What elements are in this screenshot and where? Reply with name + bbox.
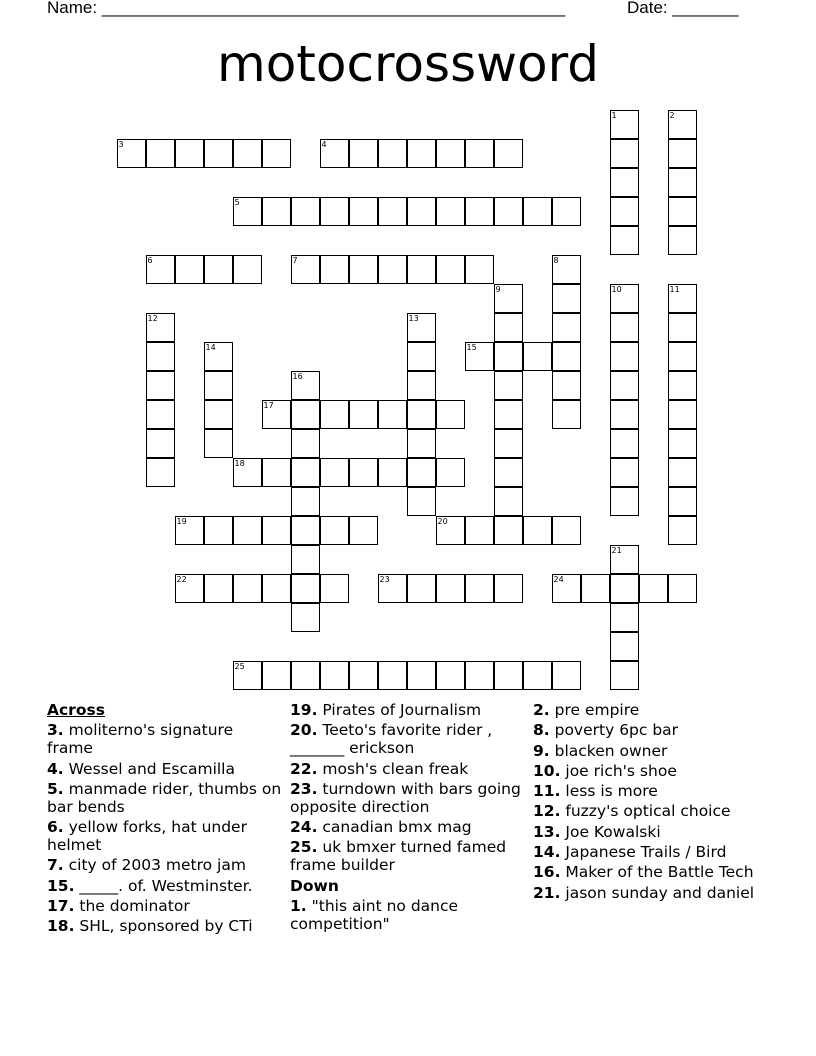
clue-item [47,877,282,895]
crossword-cell[interactable] [378,400,407,429]
crossword-cell[interactable] [175,574,204,603]
clue-text: Joe Kowalski [560,822,661,841]
date-line[interactable]: _______ [672,0,739,17]
crossword-cell[interactable] [378,197,407,226]
crossword-cell[interactable] [291,661,320,690]
crossword-cell[interactable] [552,371,581,400]
cell-number: 7 [292,255,298,265]
cell-number: 3 [118,139,124,149]
cell-number: 18 [234,458,245,468]
crossword-cell[interactable] [465,342,494,371]
crossword-cell[interactable] [610,632,639,661]
clue-text: moliterno's signature frame [47,721,234,758]
crossword-cell[interactable] [668,400,697,429]
crossword-cell[interactable] [349,400,378,429]
clue-number: 18. [47,917,75,936]
crossword-cell[interactable] [552,197,581,226]
date-label: Date: [627,0,668,17]
clue-number: 17. [47,897,75,916]
crossword-cell[interactable] [291,545,320,574]
clue-number: 1. [290,897,307,916]
crossword-cell[interactable] [610,545,639,574]
down-clue-list-continued [533,701,768,902]
crossword-cell[interactable] [668,574,697,603]
crossword-cell[interactable] [552,516,581,545]
crossword-cell[interactable] [465,516,494,545]
clue-item [533,843,768,861]
crossword-cell[interactable] [465,661,494,690]
crossword-cell[interactable] [610,603,639,632]
crossword-cell[interactable] [610,429,639,458]
cell-number: 4 [321,139,327,149]
clue-text: Maker of the Battle Tech [560,863,754,882]
clue-item [47,818,282,854]
crossword-cell[interactable] [436,458,465,487]
crossword-cell[interactable] [494,342,523,371]
crossword-cell[interactable] [668,197,697,226]
crossword-cell[interactable] [291,603,320,632]
clue-text: blacken owner [549,741,668,760]
clue-item [533,742,768,760]
crossword-cell[interactable] [233,661,262,690]
crossword-cell[interactable] [465,255,494,284]
clue-text: joe rich's shoe [560,761,677,780]
crossword-cell[interactable] [233,197,262,226]
crossword-cell[interactable] [610,458,639,487]
crossword-cell[interactable] [378,574,407,603]
cell-number: 1 [611,110,617,120]
cell-number: 25 [234,661,245,671]
name-label: Name: [47,0,98,17]
crossword-cell[interactable] [320,661,349,690]
clue-item [290,780,525,816]
cell-number: 17 [263,400,274,410]
clue-item [290,897,525,933]
crossword-cell[interactable] [610,313,639,342]
crossword-cell[interactable] [204,371,233,400]
crossword-cell[interactable] [407,400,436,429]
crossword-cell[interactable] [146,458,175,487]
clue-number: 4. [47,759,64,778]
crossword-cell[interactable] [436,139,465,168]
cell-number: 8 [553,255,559,265]
clue-number: 19. [290,701,318,719]
crossword-cell[interactable] [204,429,233,458]
crossword-cell[interactable] [320,458,349,487]
cell-number: 16 [292,371,303,381]
crossword-cell[interactable] [378,458,407,487]
cell-number: 23 [379,574,390,584]
crossword-cell[interactable] [494,313,523,342]
clue-item [47,917,282,935]
crossword-cell[interactable] [610,487,639,516]
crossword-cell[interactable] [407,197,436,226]
clue-item [533,782,768,800]
crossword-cell[interactable] [523,516,552,545]
crossword-cell[interactable] [610,400,639,429]
clue-text: manmade rider, thumbs on bar bends [47,779,282,816]
clue-number: 14. [533,843,561,862]
down-heading: Down [290,876,339,895]
cell-number: 5 [234,197,240,207]
crossword-cell[interactable] [436,574,465,603]
clue-item [533,823,768,841]
crossword-cell[interactable] [494,458,523,487]
cell-number: 10 [611,284,622,294]
clue-number: 5. [47,779,64,798]
clue-item [290,838,525,874]
clue-item [47,897,282,915]
clue-text: Wessel and Escamilla [63,759,235,778]
cell-number: 24 [553,574,564,584]
crossword-cell[interactable] [552,342,581,371]
crossword-cell[interactable] [291,487,320,516]
crossword-cell[interactable] [552,313,581,342]
clue-text: pre empire [549,701,640,719]
clue-number: 12. [533,802,561,821]
crossword-cell[interactable] [204,400,233,429]
clue-item [533,884,768,902]
crossword-cell[interactable] [465,197,494,226]
crossword-cell[interactable] [610,342,639,371]
clue-text: fuzzy's optical choice [560,802,731,821]
crossword-cell[interactable] [291,255,320,284]
crossword-cell[interactable] [436,661,465,690]
across-clue-list-continued [290,701,525,874]
clue-text: Teeto's favorite rider , _______ erickson [290,721,493,758]
clue-text: poverty 6pc bar [549,721,679,740]
crossword-cell[interactable] [262,661,291,690]
crossword-cell[interactable] [494,139,523,168]
clues-column-1 [47,701,282,938]
crossword-cell[interactable] [668,487,697,516]
clue-number: 16. [533,863,561,882]
crossword-cell[interactable] [668,139,697,168]
cell-number: 22 [176,574,187,584]
crossword-cell[interactable] [407,574,436,603]
clue-item [533,701,768,719]
crossword-cell[interactable] [465,139,494,168]
crossword-cell[interactable] [407,429,436,458]
crossword-cell[interactable] [668,110,697,139]
cell-number: 21 [611,545,622,555]
cell-number: 6 [147,255,153,265]
crossword-cell[interactable] [668,516,697,545]
crossword-cell[interactable] [407,139,436,168]
down-clue-list [290,897,525,933]
crossword-cell[interactable] [320,400,349,429]
crossword-cell[interactable] [610,371,639,400]
cell-number: 11 [669,284,680,294]
clue-text: jason sunday and daniel [560,883,755,902]
crossword-cell[interactable] [610,284,639,313]
crossword-cell[interactable] [523,661,552,690]
crossword-cell[interactable] [146,255,175,284]
clue-text: uk bmxer turned famed frame builder [290,838,507,875]
crossword-cell[interactable] [378,661,407,690]
clue-item [290,760,525,778]
clue-text: canadian bmx mag [317,818,472,837]
page-title: motocrossword [216,35,600,93]
crossword-cell[interactable] [552,574,581,603]
crossword-cell[interactable] [523,342,552,371]
clues-column-3 [533,701,768,904]
crossword-cell[interactable] [320,255,349,284]
crossword-cell[interactable] [407,487,436,516]
crossword-cell[interactable] [494,516,523,545]
clue-text: less is more [560,782,658,801]
clue-text: Japanese Trails / Bird [560,843,727,862]
crossword-cell[interactable] [407,371,436,400]
crossword-cell[interactable] [407,342,436,371]
crossword-cell[interactable] [610,110,639,139]
clue-text: the dominator [74,897,190,916]
clue-text: _____. of. Westminster. [74,876,253,895]
crossword-cell[interactable] [668,284,697,313]
clues-column-2 [290,701,525,935]
cell-number: 15 [466,342,477,352]
crossword-cell[interactable] [552,255,581,284]
across-heading: Across [47,701,105,719]
crossword-cell[interactable] [407,313,436,342]
name-line[interactable]: _________________________________________________ [101,0,566,17]
crossword-cell[interactable] [204,574,233,603]
clue-text: "this aint no dance competition" [290,897,459,934]
cell-number: 20 [437,516,448,526]
cell-number: 9 [495,284,501,294]
clue-number: 2. [533,701,550,719]
crossword-cell[interactable] [610,139,639,168]
clue-item [533,863,768,881]
crossword-cell[interactable] [204,139,233,168]
clue-item [290,721,525,757]
crossword-cell[interactable] [436,255,465,284]
crossword-cell[interactable] [146,400,175,429]
clue-number: 23. [290,779,318,798]
crossword-cell[interactable] [262,197,291,226]
crossword-cell[interactable] [668,371,697,400]
crossword-cell[interactable] [291,197,320,226]
crossword-cell[interactable] [320,139,349,168]
crossword-cell[interactable] [668,168,697,197]
crossword-cell[interactable] [262,400,291,429]
clue-text: Pirates of Journalism [317,701,482,719]
clue-text: SHL, sponsored by CTi [74,917,253,936]
crossword-cell[interactable] [668,342,697,371]
clue-number: 21. [533,883,561,902]
clue-number: 22. [290,759,318,778]
clue-number: 3. [47,721,64,740]
crossword-cell[interactable] [407,255,436,284]
clue-number: 25. [290,838,318,857]
crossword-cell[interactable] [552,400,581,429]
crossword-cell[interactable] [436,516,465,545]
clue-number: 8. [533,721,550,740]
crossword-cell[interactable] [610,197,639,226]
crossword-cell[interactable] [349,255,378,284]
crossword-cell[interactable] [668,429,697,458]
crossword-cell[interactable] [407,661,436,690]
crossword-cell[interactable] [233,255,262,284]
crossword-cell[interactable] [494,574,523,603]
clue-item [290,701,525,719]
crossword-cell[interactable] [146,313,175,342]
clue-item [47,780,282,816]
across-clue-list [47,721,282,935]
crossword-cell[interactable] [291,371,320,400]
crossword-cell[interactable] [349,197,378,226]
clue-text: yellow forks, hat under helmet [47,818,247,855]
crossword-cell[interactable] [668,313,697,342]
crossword-cell[interactable] [436,197,465,226]
clue-item [533,802,768,820]
cell-number: 19 [176,516,187,526]
clue-item [533,762,768,780]
clue-number: 10. [533,761,561,780]
clue-text: turndown with bars going opposite direction [290,779,521,816]
crossword-cell[interactable] [494,429,523,458]
clue-item [47,760,282,778]
crossword-cell[interactable] [262,139,291,168]
crossword-cell[interactable] [668,226,697,255]
clue-item [47,721,282,757]
crossword-cell[interactable] [610,574,639,603]
crossword-cell[interactable] [494,661,523,690]
clue-number: 6. [47,818,64,837]
crossword-cell[interactable] [581,574,610,603]
crossword-cell[interactable] [552,661,581,690]
crossword-cell[interactable] [233,574,262,603]
crossword-cell[interactable] [262,458,291,487]
crossword-cell[interactable] [378,255,407,284]
crossword-cell[interactable] [146,429,175,458]
crossword-cell[interactable] [204,255,233,284]
clue-text: city of 2003 metro jam [63,856,246,875]
clue-number: 11. [533,782,561,801]
crossword-cell[interactable] [291,458,320,487]
crossword-cell[interactable] [320,574,349,603]
cell-number: 2 [669,110,675,120]
clue-number: 13. [533,822,561,841]
crossword-cell[interactable] [233,458,262,487]
crossword-cell[interactable] [639,574,668,603]
crossword-cell[interactable] [146,342,175,371]
crossword-cell[interactable] [610,168,639,197]
clue-number: 20. [290,721,318,740]
clue-item [47,856,282,874]
crossword-cell[interactable] [262,516,291,545]
crossword-cell[interactable] [523,197,552,226]
crossword-cell[interactable] [146,371,175,400]
crossword-cell[interactable] [233,516,262,545]
crossword-cell[interactable] [610,661,639,690]
clue-item [533,721,768,739]
crossword-cell[interactable] [320,197,349,226]
crossword-cell[interactable] [349,661,378,690]
crossword-cell[interactable] [320,516,349,545]
clue-number: 9. [533,741,550,760]
crossword-cell[interactable] [494,371,523,400]
crossword-cell[interactable] [175,516,204,545]
crossword-cell[interactable] [291,574,320,603]
crossword-cell[interactable] [175,139,204,168]
crossword-cell[interactable] [175,255,204,284]
crossword-cell[interactable] [204,516,233,545]
crossword-cell[interactable] [291,516,320,545]
crossword-cell[interactable] [494,487,523,516]
crossword-cell[interactable] [668,458,697,487]
crossword-cell[interactable] [494,197,523,226]
crossword-cell[interactable] [436,400,465,429]
clue-text: mosh's clean freak [317,759,469,778]
crossword-cell[interactable] [146,139,175,168]
crossword-cell[interactable] [378,139,407,168]
clue-number: 24. [290,818,318,837]
cell-number: 13 [408,313,419,323]
clue-number: 15. [47,876,75,895]
crossword-cell[interactable] [494,400,523,429]
crossword-cell[interactable] [349,458,378,487]
clue-number: 7. [47,856,64,875]
cell-number: 14 [205,342,216,352]
crossword-cell[interactable] [233,139,262,168]
crossword-cell[interactable] [465,574,494,603]
crossword-cell[interactable] [610,226,639,255]
crossword-cell[interactable] [349,516,378,545]
crossword-cell[interactable] [349,139,378,168]
crossword-cell[interactable] [117,139,146,168]
crossword-cell[interactable] [204,342,233,371]
crossword-cell[interactable] [552,284,581,313]
clue-item [290,818,525,836]
crossword-cell[interactable] [262,574,291,603]
crossword-cell[interactable] [494,284,523,313]
crossword-cell[interactable] [291,400,320,429]
crossword-cell[interactable] [407,458,436,487]
cell-number: 12 [147,313,158,323]
crossword-cell[interactable] [291,429,320,458]
